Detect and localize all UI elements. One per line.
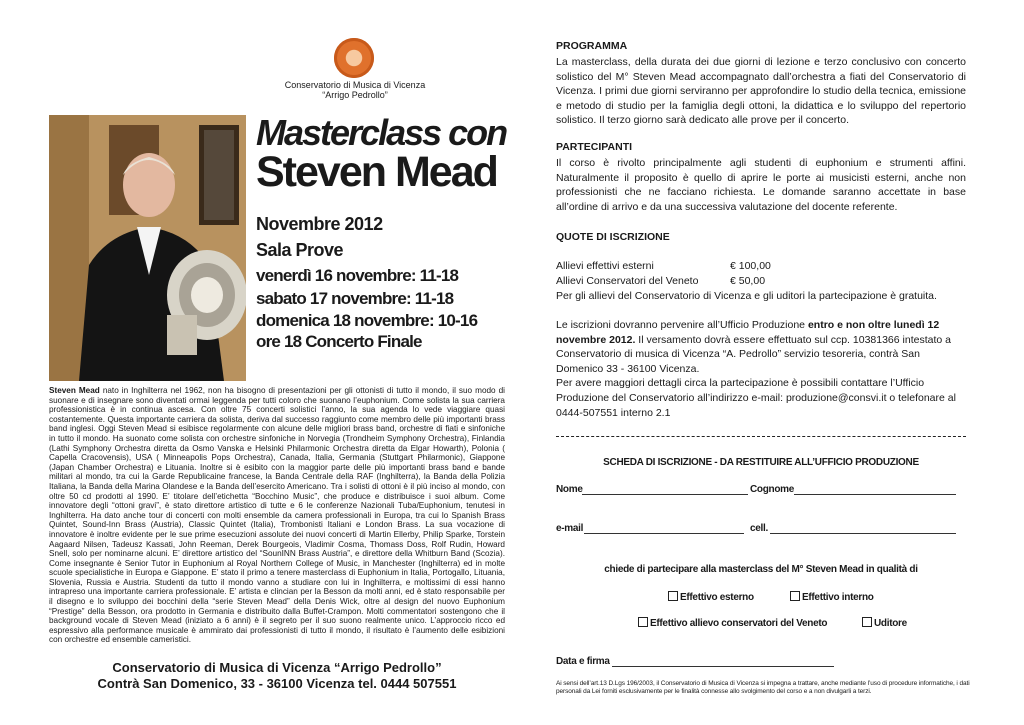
schedule-final-concert: ore 18 Concerto Finale bbox=[256, 332, 422, 351]
conservatorio-logo bbox=[334, 38, 374, 78]
cut-line bbox=[556, 436, 966, 437]
option-allievo-veneto[interactable]: Effettivo allievo conservatori del Veneto bbox=[638, 617, 827, 629]
form-request: chiede di partecipare alla masterclass del M° Steven Mead in qualità di bbox=[604, 564, 918, 575]
checkbox-icon[interactable] bbox=[668, 591, 678, 601]
date-signature-label: Data e firma bbox=[556, 656, 610, 667]
partecipanti-heading: PARTECIPANTI bbox=[556, 141, 633, 153]
photo-illustration bbox=[49, 115, 246, 381]
institution-name: Conservatorio di Musica di Vicenza “Arrigo Pedrollo” bbox=[284, 80, 426, 100]
cognome-label: Cognome bbox=[750, 484, 795, 495]
privacy-notice: Ai sensi dell’art.13 D.Lgs 196/2003, il Conservatorio di Musica di Vicenza si impegna a trattare, anche mediante l’uso di procedure informatiche, i dati personali da Lei forniti esclusivamente per le finalità connesse allo svolgimento del corso e a non divulgarli a terzi. bbox=[556, 680, 970, 695]
checkbox-icon[interactable] bbox=[790, 591, 800, 601]
quote-note: Per gli allievi del Conservatorio di Vicenza e gli uditori la partecipazione è gratuita. bbox=[556, 290, 937, 302]
title-steven-mead: Steven Mead bbox=[256, 148, 497, 196]
title-masterclass: Masterclass con bbox=[256, 112, 507, 153]
schedule-friday: venerdì 16 novembre: 11-18 bbox=[256, 266, 459, 285]
checkbox-icon[interactable] bbox=[862, 617, 872, 627]
option-effettivo-interno[interactable]: Effettivo interno bbox=[790, 591, 874, 603]
programma-heading: PROGRAMMA bbox=[556, 40, 628, 52]
iscrizioni-text: Le iscrizioni dovranno pervenire all’Ufficio Produzione entro e non oltre lunedì 12 novembre 2012. Il versamento dovrà essere effettuato sul ccp. 10381366 intestato a Conservatorio di musica di Vicenza “A. Pedrollo” servizio tesoreria, contrà San Domenico 33 - 36100 Vicenza. Per avere maggiori dettagli circa la partecipazione è possibili contattare l’Ufficio Produzione del Conservatorio all’indirizzo e-mail: produzione@consvi.it o telefonare al 0444-507551 interno 2.1 bbox=[556, 319, 956, 419]
event-venue: Sala Prove bbox=[256, 240, 344, 260]
nome-label: Nome bbox=[556, 484, 583, 495]
steven-mead-photo bbox=[49, 115, 246, 381]
option-effettivo-esterno[interactable]: Effettivo esterno bbox=[668, 591, 754, 603]
form-title: SCHEDA DI ISCRIZIONE - DA RESTITUIRE ALL’UFFICIO PRODUZIONE bbox=[603, 457, 919, 468]
bio-text: nato in Inghilterra nel 1962, non ha bisogno di presentazioni per gli ottonisti di tutto il mondo, il suo modo di suonare e di insegnare sono diventati ormai leggenda per tutti coloro che suonano l’euphonium. Come solista la sua carriera professionistica è in continua ascesa. Con oltre 75 concerti solistici l’anno, la sua agenda lo vede viaggiare quasi costantemente. Questa importante carriera da solista, deriva dal successo raggiunto come membro delle più importanti brass band inglesi. Oggi Steven Mead si esibisce regolarmente con alcune delle migliori brass band, orchestre di fiati e sinfoniche in tutto il mondo. Ha suonato come solista con orchestre sinfoniche in Norvegia (Trondheim Symphony Orchestra), Finlandia (Lathi Symphony Orchestra diretta da Osmo Vanska e Helsinki Philarmonic Orchestra diretta da Elgar Howarth), Polonia ( Capella Cracovensis), USA ( Minneapolis Pops Orchestra), Canada, Italia, Germania (Stuttgart Philarmonic), Giappone (Japan Chamber Orchestra) e Lituania. Inoltre si è esibito con la maggior parte delle più importanti brass band e bande militari al mondo, tra cui la Garde Republicaine francese, la Banda Centrale della RAF (Inghilterra), la Banda della Polizia Italiana, la Banda della Marina Olandese e la Banda dell’esercito Americano. Tra i solisti di ottoni è il più inciso al mondo, con oltre 50 cd prodotti al 1990. E’ titolare dell’etichetta “Bocchino Music”, che produce e distribuisce i suoi album. Come innovatore degli “ottoni gravi”, è stato direttore artistico di tutte e 6 le conferenze Nazionali Tuba/Euphonium, tenutesi in Inghilterra. Ha dato anche tour di concerti con molti ensemble da camera professionali in Europa, tra cui lo Spanish Brass Quintet, Sound-Inn Brass (Austria), Classic Quintet (Italia), Trombonisti Italiani e London Brass. La sua vocazione di innovatore è inoltre evidente per le sue prime esecuzioni assolute dei nuovi concerti di Martin Ellerby, Philip Sparke, Torstein Aagaard Nilsen, Tadeusz Kassati, John Reeman, Derek Bourgeois, Vladimir Cosma, Thomass Doss, Rolf Rudin, Howard Snell, solo per nominarne alcuni. E’ direttore artistico del “SounINN Brass Austria”, e direttore della Whitburn Band (Scozia). Come insegnante è Senior Tutor in Euphonium al Royal Northern College of Music, in Manchester (Inghilterra) ed in molte scuole specialistiche in Europa e Giappone. E’ stato il primo a tenere masterclass di Euphonium in Italia, Portogallo, Lituania, Slovenia, Russia e Austria. Studenti da tutto il mondo vanno a studiare con lui in Inghilterra, e moltissimi di essi hanno intrapreso una importante carriera professionale. E’ artista e clincian per la Besson da molti anni, ed è stato responsabile per il disegno e lo sviluppo dei bocchini della “serie Steven Mead” della Denis Wick, oltre al design del nuovo Euphonium “Prestige” della Besson, ora prodotto in Germania e distribuito dalla Buffet-Crampon. Molti commentatori sostengono che il background vocale di Steven Mead (iniziato a 6 anni) è il segreto per il suo suono realmente unico. L’approccio ricco ed espressivo alla performance musicale è ammirato dai professionisti di tutto il mondo, il risultato è l’aumento delle esibizioni con orchestre ed ensemble cameristici. bbox=[49, 386, 505, 645]
email-label: e-mail bbox=[556, 523, 584, 534]
bio-name: Steven Mead bbox=[49, 386, 100, 395]
biography bbox=[49, 386, 505, 645]
quote-row-veneto: Allievi Conservatori del Veneto € 50,00 bbox=[556, 275, 766, 287]
cognome-field[interactable] bbox=[794, 484, 956, 495]
quote-row-esterni: Allievi effettivi esterni € 100,00 bbox=[556, 260, 771, 272]
programma-text: La masterclass, della durata dei due giorni di lezione e terzo conclusivo con concerto solistico del M° Steven Mead accompagnato dall’orchestra a fiati del Conservatorio di Vicenza. I primi due giorni serviranno per approfondire lo studio della tecnica, emissione e metodo di studio per la famiglia degli ottoni, la didattica e lo sviluppo del repertorio solistico. Il terzo giorno sarà dedicato alle prove per il concerto. bbox=[556, 56, 966, 127]
cell-field[interactable] bbox=[770, 523, 956, 534]
date-signature-field[interactable] bbox=[612, 656, 834, 667]
schedule-sunday: domenica 18 novembre: 10-16 bbox=[256, 311, 478, 330]
email-field[interactable] bbox=[584, 523, 744, 534]
cell-label: cell. bbox=[750, 523, 768, 534]
footer-address: Conservatorio di Musica di Vicenza “Arrigo Pedrollo” Contrà San Domenico, 33 - 36100 Vicenza tel. 0444 507551 bbox=[97, 660, 457, 691]
checkbox-icon[interactable] bbox=[638, 617, 648, 627]
event-date: Novembre 2012 bbox=[256, 214, 383, 234]
partecipanti-text: Il corso è rivolto principalmente agli studenti di euphonium e strumenti affini. Naturalmente il proposito è quello di aprire le porte ai musicisti esterni, anche non professionisti che ne facciano richiesta. Le domande saranno accettate in base all’ordine di arrivo e da una successiva valutazione del docente referente. bbox=[556, 157, 966, 213]
option-uditore[interactable]: Uditore bbox=[862, 617, 907, 629]
nome-field[interactable] bbox=[582, 484, 748, 495]
quote-heading: QUOTE DI ISCRIZIONE bbox=[556, 231, 670, 243]
schedule-saturday: sabato 17 novembre: 11-18 bbox=[256, 289, 454, 308]
